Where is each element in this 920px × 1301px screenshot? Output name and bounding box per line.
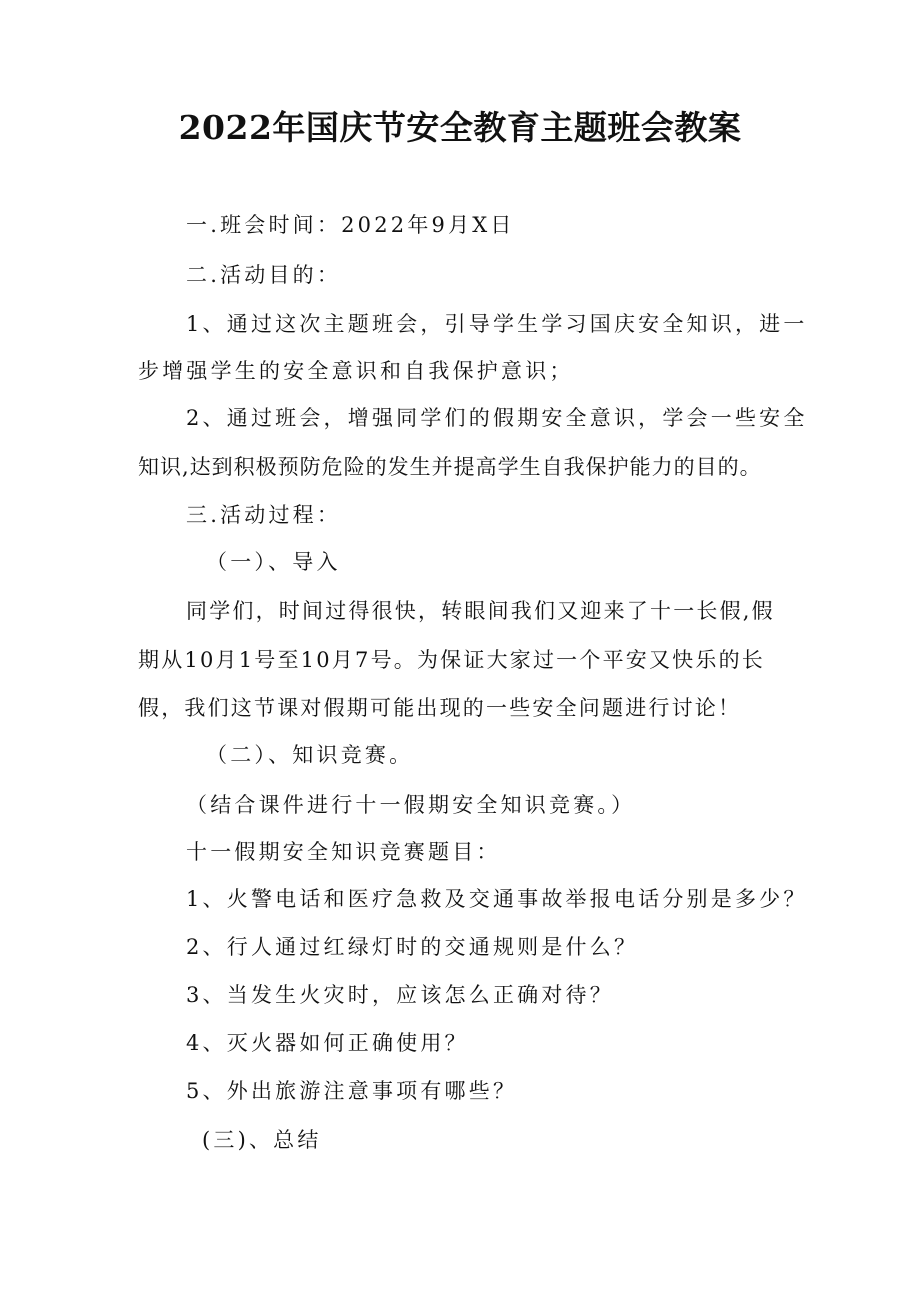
section-heading-process: 三.活动过程： [186, 503, 342, 527]
quiz-question-3: 3、当发生火灾时，应该怎么正确对待？ [186, 983, 614, 1007]
quiz-question-5: 5、外出旅游注意事项有哪些？ [186, 1079, 518, 1103]
quiz-note: （结合课件进行十一假期安全知识竞赛。） [186, 793, 636, 817]
intro-paragraph-line-3: 假，我们这节课对假期可能出现的一些安全问题进行讨论！ [138, 696, 742, 720]
objective-2-line-2: 知识,达到积极预防危险的发生并提高学生自我保护能力的目的。 [138, 455, 762, 479]
intro-paragraph-line-2: 期从10月1号至10月7号。为保证大家过一个平安又快乐的长 [138, 648, 765, 672]
objective-1-line-2: 步增强学生的安全意识和自我保护意识； [138, 359, 574, 383]
quiz-question-2: 2、行人通过红绿灯时的交通规则是什么？ [186, 935, 639, 959]
intro-paragraph-line-1: 同学们，时间过得很快，转眼间我们又迎来了十一长假,假 [186, 599, 775, 623]
quiz-question-4: 4、灭火器如何正确使用？ [186, 1031, 469, 1055]
objective-1-line-1: 1、通过这次主题班会，引导学生学习国庆安全知识，进一 [186, 312, 808, 336]
document-title: 2022年国庆节安全教育主题班会教案 [178, 108, 742, 147]
quiz-question-1: 1、火警电话和医疗急救及交通事故举报电话分别是多少？ [186, 887, 808, 911]
subsection-intro: （一）、导入 [206, 550, 341, 574]
section-heading-objectives: 二.活动目的： [186, 263, 342, 287]
quiz-heading: 十一假期安全知识竞赛题目： [186, 840, 501, 864]
meeting-time-line: 一.班会时间：2022年9月X日 [186, 213, 515, 237]
subsection-quiz: （二）、知识竞赛。 [206, 743, 414, 767]
objective-2-line-1: 2、通过班会，增强同学们的假期安全意识，学会一些安全 [186, 406, 808, 430]
subsection-summary: (三)、总结 [202, 1128, 322, 1152]
